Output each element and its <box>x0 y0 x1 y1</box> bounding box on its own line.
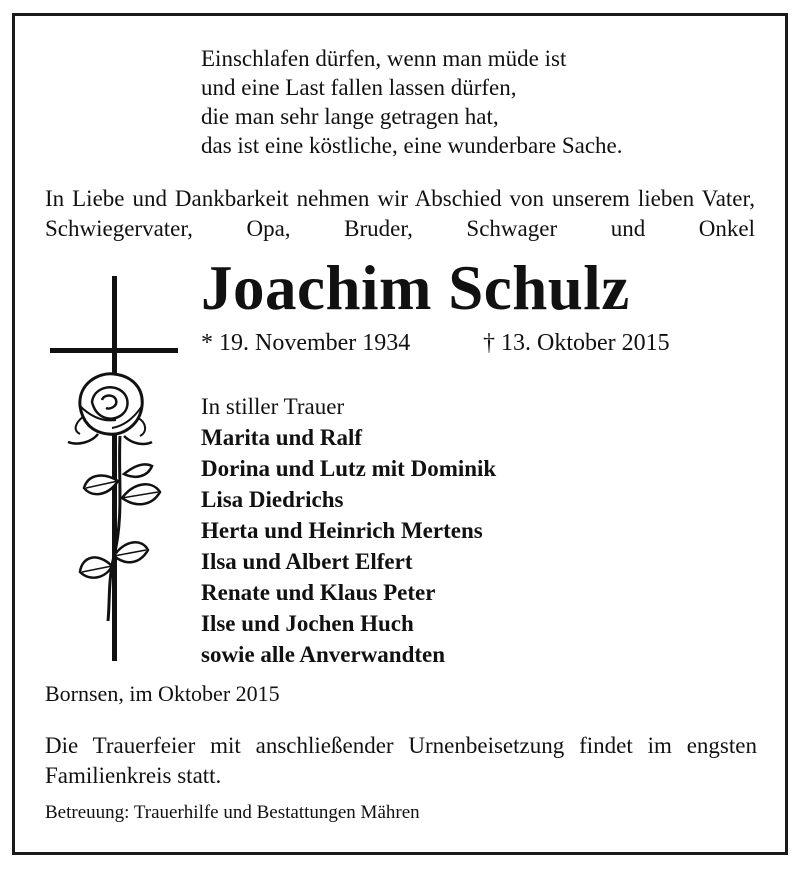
mourners-heading: In stiller Trauer <box>201 394 345 419</box>
mourner-3: Lisa Diedrichs <box>201 487 344 512</box>
undertaker-note: Betreuung: Trauerhilfe und Bestattungen Mähren <box>45 802 420 823</box>
poem-line-3: die man sehr lange getragen hat, <box>201 104 499 129</box>
mourner-6: Renate und Klaus Peter <box>201 580 436 605</box>
poem-line-2: und eine Last fallen lassen dürfen, <box>201 75 517 100</box>
birth-date: * 19. November 1934 <box>201 330 411 356</box>
cross-with-rose-icon <box>48 276 178 666</box>
mourner-1: Marita und Ralf <box>201 425 362 450</box>
poem-line-4: das ist eine köstliche, eine wunderbare Sache. <box>201 133 623 158</box>
poem-line-1: Einschlafen dürfen, wenn man müde ist <box>201 46 567 71</box>
mourner-5: Ilsa und Albert Elfert <box>201 549 413 574</box>
place-date: Bornsen, im Oktober 2015 <box>45 681 280 706</box>
deceased-name: Joachim Schulz <box>201 253 630 323</box>
intro-text: In Liebe und Dankbarkeit nehmen wir Abschied von unserem lieben Vater, Schwiegervater, Opa, Bruder, Schwager und Onkel <box>45 186 755 241</box>
mourner-8: sowie alle Anverwandten <box>201 642 446 667</box>
mourner-2: Dorina und Lutz mit Dominik <box>201 456 497 481</box>
mourner-4: Herta und Heinrich Mertens <box>201 518 483 543</box>
mourner-7: Ilse und Jochen Huch <box>201 611 414 636</box>
ceremony-notice: Die Trauerfeier mit anschließender Urnenbeisetzung findet im engsten Familienkreis statt. <box>45 733 757 788</box>
death-date: † 13. Oktober 2015 <box>483 330 670 356</box>
